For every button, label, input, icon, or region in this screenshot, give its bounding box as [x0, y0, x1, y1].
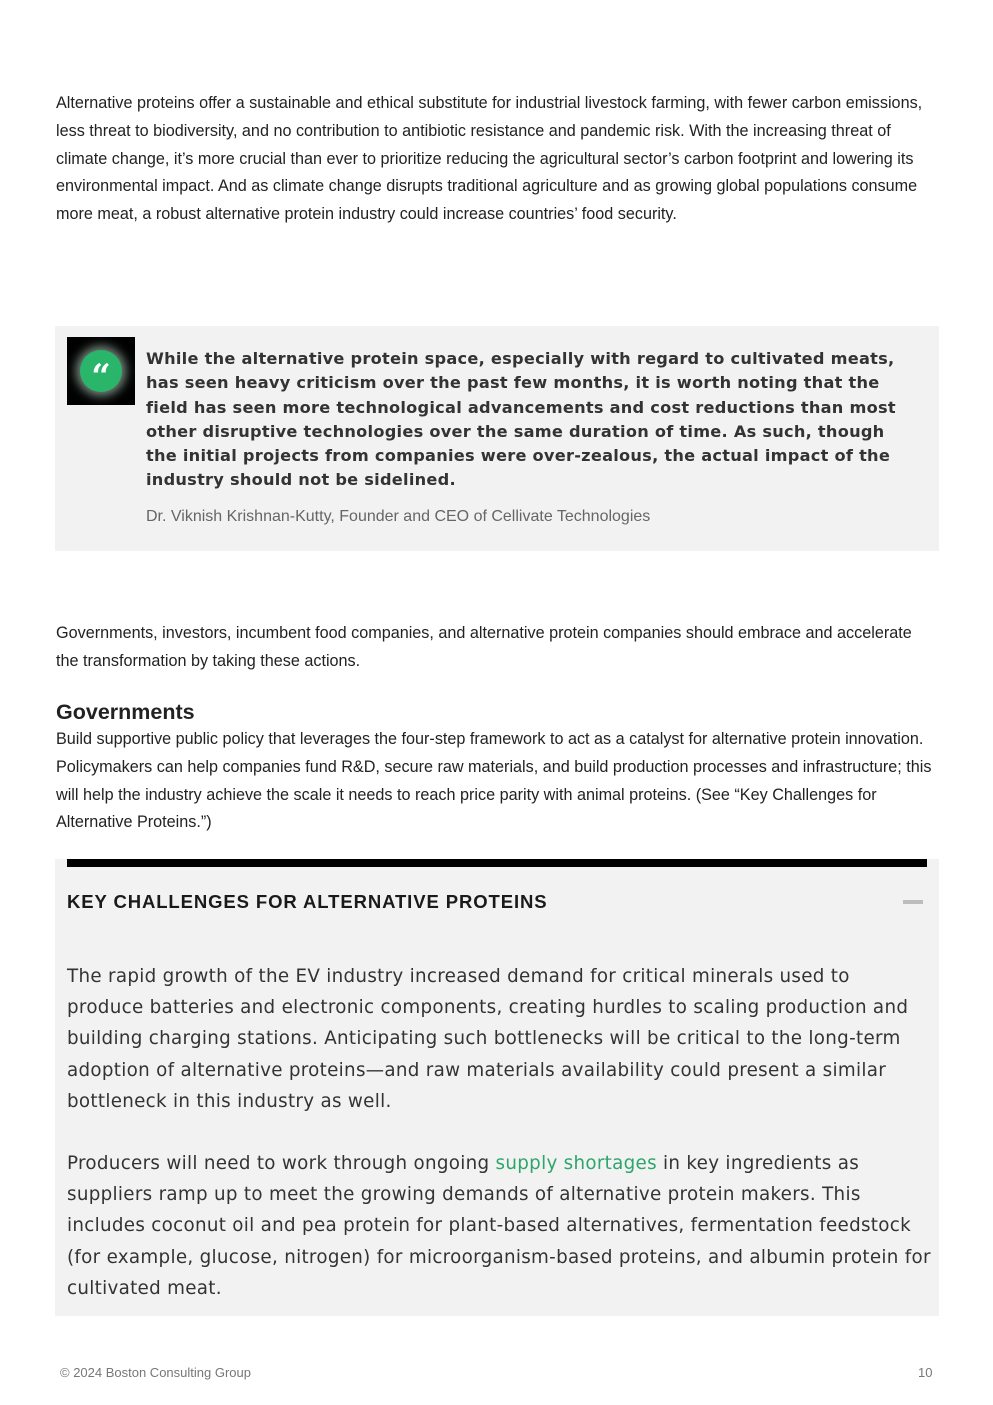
quote-callout	[55, 326, 939, 551]
paragraph-2-text-after: in key ingredients as suppliers ramp up to meet the growing demands of alternative protein makers. This includes coconut oil and pea protein for plant-based alternatives, fermentation feedstock (for example, glucose, nitrogen) for microorganism-based proteins, and albumin protein for cultivated meat.	[67, 1153, 931, 1299]
footer-copyright: © 2024 Boston Consulting Group	[60, 1365, 251, 1380]
governments-heading: Governments	[56, 700, 195, 724]
key-challenges-paragraph-2	[67, 1148, 932, 1304]
key-challenges-title[interactable]: KEY CHALLENGES FOR ALTERNATIVE PROTEINS	[67, 891, 548, 912]
actions-intro-paragraph: Governments, investors, incumbent food companies, and alternative protein companies should embrace and accelerate the transformation by taking these actions.	[56, 624, 912, 670]
intro-paragraph: Alternative proteins offer a sustainable and ethical substitute for industrial livestock farming, with fewer carbon emissions, less threat to biodiversity, and no contribution to antibiotic resistance and pandemic risk. With the increasing threat of climate change, it’s more crucial than ever to prioritize reducing the agricultural sector’s carbon footprint and lowering its environmental impact. And as climate change disrupts traditional agriculture and as growing global populations consume more meat, a robust alternative protein industry could increase countries’ food security.	[56, 94, 923, 224]
quote-mark-icon	[67, 337, 135, 405]
paragraph-2-text-before: Producers will need to work through ongoing	[67, 1153, 496, 1174]
key-challenges-panel	[55, 859, 939, 1316]
panel-top-rule	[67, 859, 927, 867]
collapse-minus-icon[interactable]	[903, 900, 923, 904]
quote-mark-glyph: “	[80, 350, 122, 392]
governments-body: Build supportive public policy that leverages the four-step framework to act as a catalyst for alternative protein innovation. Policymakers can help companies fund R&D, secure raw materials, and build production processes and infrastructure; this will help the industry achieve the scale it needs to reach price parity with animal proteins. (See “Key Challenges for Alternative Proteins.”)	[56, 730, 932, 832]
quote-text: While the alternative protein space, especially with regard to cultivated meats, has seen heavy criticism over the past few months, it is worth noting that the field has seen more technological advancements and cost reductions than most other disruptive technologies over the same duration of time. As such, though the initial projects from companies were over-zealous, the actual impact of the industry should not be sidelined.	[146, 349, 896, 490]
key-challenges-paragraph-1: The rapid growth of the EV industry increased demand for critical minerals used to produce batteries and electronic components, creating hurdles to scaling production and building charging stations. Anticipating such bottlenecks will be critical to the long-term adoption of alternative proteins—and raw materials availability could present a similar bottleneck in this industry as well.	[67, 966, 909, 1112]
page-number: 10	[918, 1365, 933, 1380]
quote-author: Dr. Viknish Krishnan-Kutty, Founder and CEO of Cellivate Technologies	[146, 508, 651, 525]
supply-shortages-link[interactable]: supply shortages	[495, 1153, 657, 1174]
